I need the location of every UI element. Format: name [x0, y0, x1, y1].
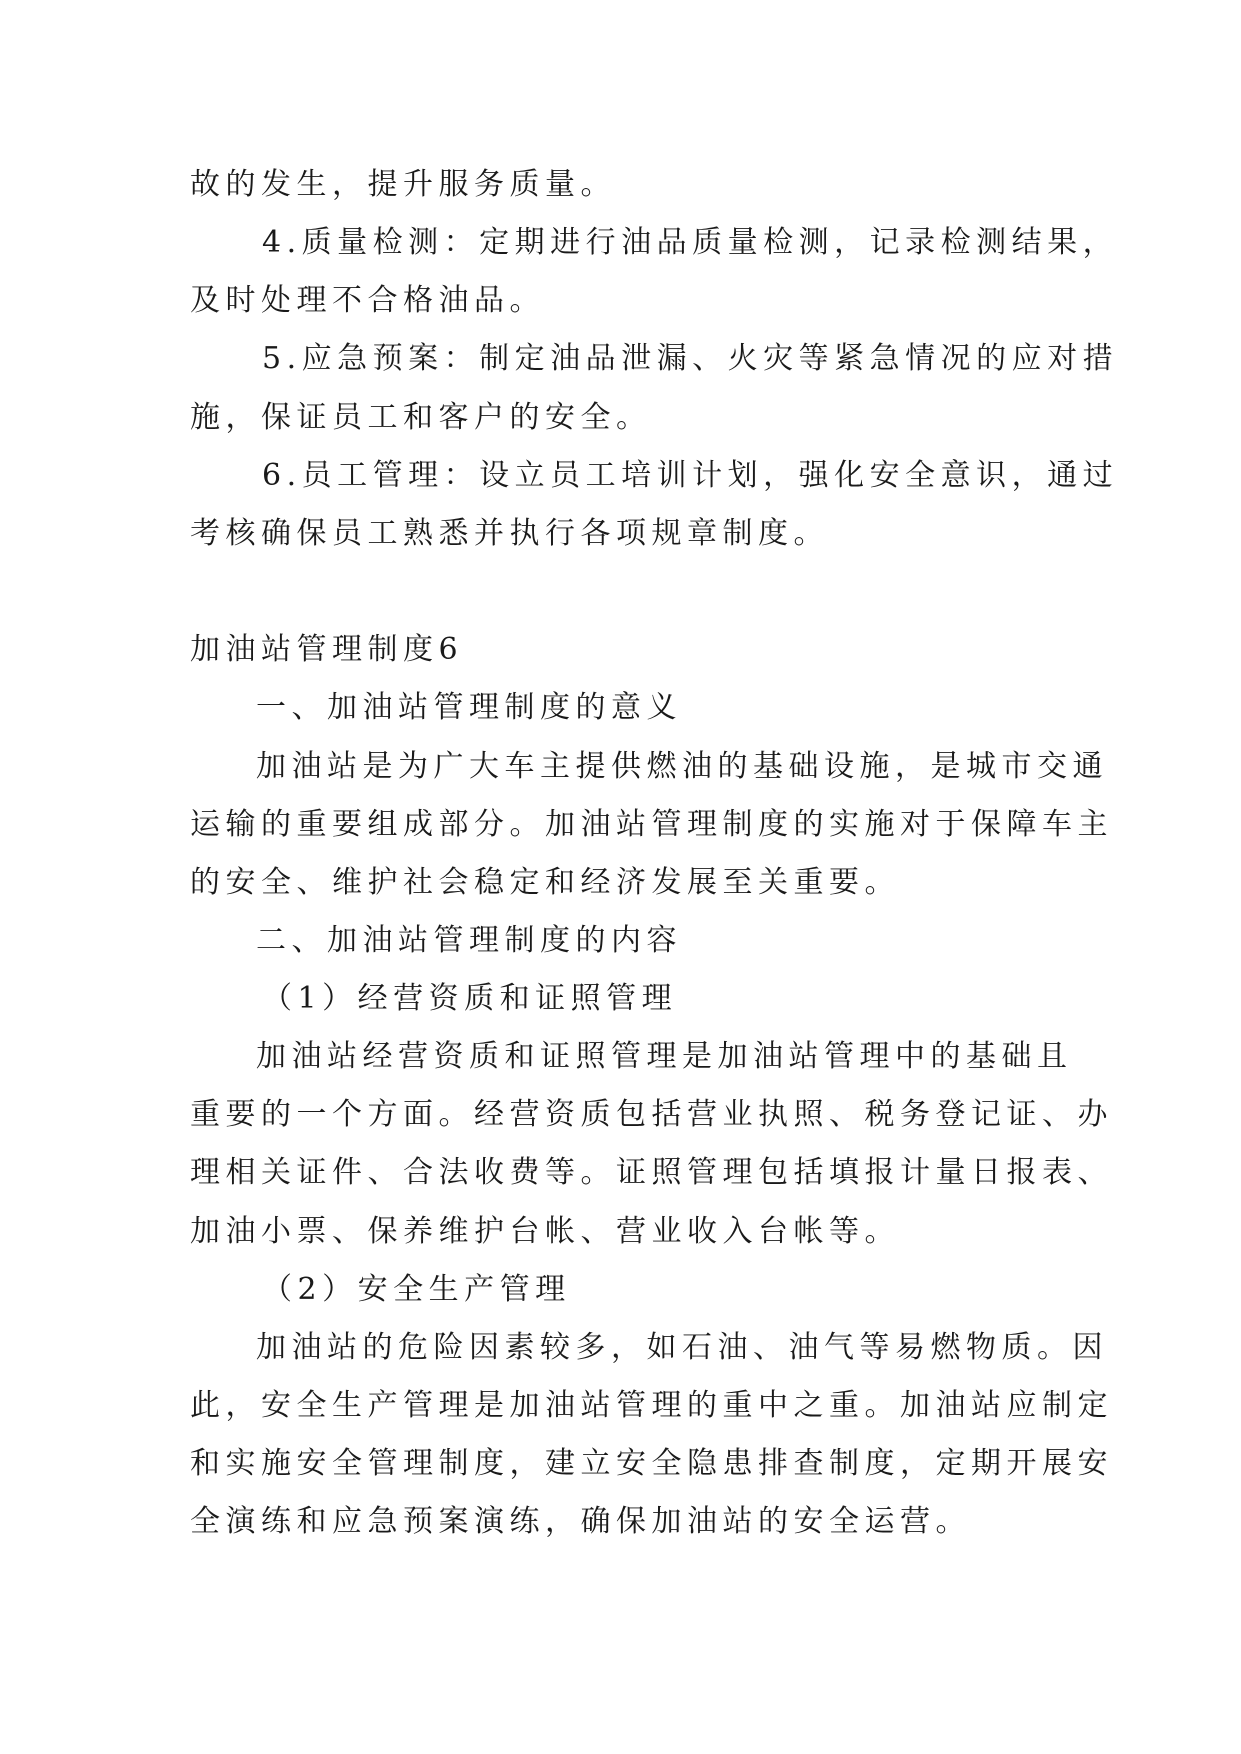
paragraph-line: 此，安全生产管理是加油站管理的重中之重。加油站应制定	[190, 1388, 1113, 1423]
paragraph-line: 重要的一个方面。经营资质包括营业执照、税务登记证、办	[190, 1097, 1113, 1132]
text-line: 施，保证员工和客户的安全。	[190, 400, 652, 435]
paragraph-line: 加油站是为广大车主提供燃油的基础设施，是城市交通	[256, 749, 1108, 784]
heading-content: 二、加油站管理制度的内容	[256, 923, 682, 958]
paragraph-line: 运输的重要组成部分。加油站管理制度的实施对于保障车主	[190, 807, 1113, 842]
paragraph-line: 的安全、维护社会稳定和经济发展至关重要。	[190, 865, 900, 900]
subheading-qualification: （1）经营资质和证照管理	[262, 981, 678, 1016]
paragraph-line: 加油站经营资质和证照管理是加油站管理中的基础且	[256, 1039, 1073, 1074]
text-line: 及时处理不合格油品。	[190, 283, 545, 318]
paragraph-line: 全演练和应急预案演练，确保加油站的安全运营。	[190, 1504, 971, 1539]
paragraph-line: 理相关证件、合法收费等。证照管理包括填报计量日报表、	[190, 1155, 1113, 1190]
text-line: 考核确保员工熟悉并执行各项规章制度。	[190, 516, 829, 551]
section-title: 加油站管理制度6	[190, 632, 464, 667]
paragraph-line: 加油站的危险因素较多，如石油、油气等易燃物质。因	[256, 1330, 1108, 1365]
text-line: 故的发生，提升服务质量。	[190, 167, 616, 202]
list-item-staff-management: 6.员工管理：设立员工培训计划，强化安全意识，通过	[262, 458, 1119, 493]
paragraph-line: 和实施安全管理制度，建立安全隐患排查制度，定期开展安	[190, 1446, 1113, 1481]
paragraph-line: 加油小票、保养维护台帐、营业收入台帐等。	[190, 1214, 900, 1249]
list-item-emergency-plan: 5.应急预案：制定油品泄漏、火灾等紧急情况的应对措	[262, 341, 1119, 376]
subheading-safety: （2）安全生产管理	[262, 1272, 571, 1307]
list-item-quality-check: 4.质量检测：定期进行油品质量检测，记录检测结果，	[262, 225, 1119, 260]
heading-meaning: 一、加油站管理制度的意义	[256, 690, 682, 725]
